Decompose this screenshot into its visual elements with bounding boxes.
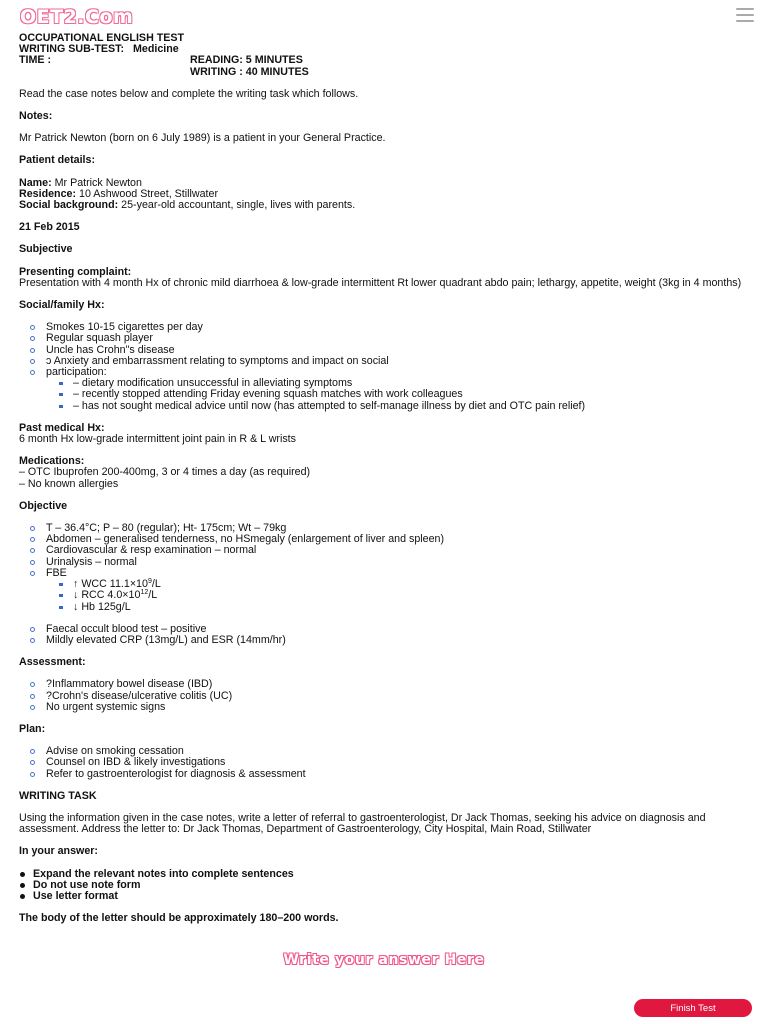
- sub-test-line: WRITING SUB-TEST: Medicine: [19, 43, 179, 56]
- sub-list-item: – dietary modification unsuccessful in alleviating symptoms: [19, 378, 754, 389]
- social-family-list: [19, 322, 754, 378]
- list-item: Cardiovascular & resp examination – normal: [19, 545, 754, 556]
- fbe-sublist: [19, 579, 754, 613]
- presenting-complaint-text: Presentation with 4 month Hx of chronic mild diarrhoea & low-grade intermittent Rt lower quadrant abdo pain; lethargy, appetite, weight (3kg in 4 months): [19, 276, 742, 289]
- consult-date: 21 Feb 2015: [19, 221, 80, 234]
- social-family-heading: Social/family Hx:: [19, 299, 105, 312]
- social-background-label: Social background:: [19, 199, 119, 212]
- test-title: OCCUPATIONAL ENGLISH TEST: [19, 32, 185, 44]
- writing-time: WRITING : 40 MINUTES: [190, 65, 309, 78]
- name-value: Mr Patrick Newton: [51, 176, 142, 189]
- time-label: TIME :: [19, 54, 52, 67]
- menu-icon[interactable]: [736, 8, 754, 22]
- finish-test-button[interactable]: Finish Test: [634, 999, 752, 1017]
- assessment-list: [19, 679, 754, 713]
- answer-instructions-list: [19, 869, 754, 903]
- past-medical-heading: Past medical Hx:: [19, 421, 105, 434]
- list-item: T – 36.4°C; P – 80 (regular); Ht- 175cm; Wt – 79kg: [19, 523, 754, 534]
- social-background-value: 25-year-old accountant, single, lives with parents.: [118, 199, 356, 212]
- list-item: ↄ Anxiety and embarrassment relating to symptoms and impact on social: [19, 356, 754, 367]
- plan-list: [19, 746, 754, 780]
- time-row: [19, 55, 754, 66]
- site-logo[interactable]: OET2.Com: [20, 6, 134, 28]
- list-item: Urinalysis – normal: [19, 557, 754, 568]
- answer-instructions-heading: In your answer:: [19, 845, 98, 858]
- name-label: Name:: [19, 176, 52, 189]
- writing-task-text: Using the information given in the case notes, write a letter of referral to gastroenterologist, Dr Jack Thomas, seeking his advice on diagnosis and assessment. Address the letter to: Dr Jack Thomas, Department of Gastroenterology, City Hospital, Main Road, Stillwater: [19, 811, 706, 836]
- list-item: No urgent systemic signs: [19, 702, 754, 713]
- notes-heading: Notes:: [19, 110, 53, 122]
- assessment-heading: Assessment:: [19, 656, 86, 669]
- list-item: Do not use note form: [19, 880, 754, 891]
- list-item: Refer to gastroenterologist for diagnosis & assessment: [19, 769, 754, 780]
- subjective-heading: Subjective: [19, 243, 73, 256]
- list-item: Mildly elevated CRP (13mg/L) and ESR (14mm/hr): [19, 635, 754, 646]
- list-item: Abdomen – generalised tenderness, no HSmegaly (enlargement of liver and spleen): [19, 534, 754, 545]
- writing-task-heading: WRITING TASK: [19, 789, 97, 802]
- social-family-sublist: [19, 378, 754, 412]
- objective-heading: Objective: [19, 499, 68, 512]
- patient-social-background: [19, 200, 754, 211]
- allergies-line: – No known allergies: [19, 477, 119, 490]
- presenting-complaint-heading: Presenting complaint:: [19, 265, 132, 278]
- medications-heading: Medications:: [19, 455, 85, 468]
- list-item: Use letter format: [19, 891, 754, 902]
- residence-value: 10 Ashwood Street, Stillwater: [76, 187, 219, 200]
- list-item: Regular squash player: [19, 333, 754, 344]
- list-item: Advise on smoking cessation: [19, 746, 754, 757]
- fbe-rcc: ↓ RCC $4.0\times 10^{12}/L$: [19, 590, 754, 601]
- write-answer-link[interactable]: Write your answer Here: [283, 952, 485, 968]
- word-count-note: The body of the letter should be approximately 180–200 words.: [19, 912, 339, 925]
- objective-list: [19, 523, 754, 579]
- fbe-hb: ↓ Hb 125g/L: [19, 602, 754, 613]
- notes-text: Mr Patrick Newton (born on 6 July 1989) is a patient in your General Practice.: [19, 132, 386, 145]
- case-notes-document: [19, 33, 754, 924]
- list-item: ?Inflammatory bowel disease (IBD): [19, 679, 754, 690]
- medication-line: – OTC Ibuprofen 200-400mg, 3 or 4 times a day (as required): [19, 466, 311, 479]
- patient-details-heading: Patient details:: [19, 154, 96, 167]
- fbe-wcc: ↑ WCC $11.1\times 10^9/L$: [19, 579, 754, 590]
- list-item: FBE: [19, 568, 754, 579]
- list-item: Smokes 10-15 cigarettes per day: [19, 322, 754, 333]
- list-item: Uncle has Crohn"s disease: [19, 345, 754, 356]
- residence-label: Residence:: [19, 187, 77, 200]
- sub-list-item: – recently stopped attending Friday evening squash matches with work colleagues: [19, 389, 754, 400]
- objective-list-continued: [19, 624, 754, 646]
- list-item: Counsel on IBD & likely investigations: [19, 757, 754, 768]
- reading-time: READING: 5 MINUTES: [190, 54, 303, 67]
- past-medical-text: 6 month Hx low-grade intermittent joint pain in R & L wrists: [19, 433, 296, 446]
- sub-list-item: – has not sought medical advice until now (has attempted to self-manage illness by diet and OTC pain relief): [19, 401, 754, 412]
- intro-text: Read the case notes below and complete the writing task which follows.: [19, 87, 359, 100]
- list-item: ?Crohn's disease/ulcerative colitis (UC): [19, 691, 754, 702]
- list-item: participation:: [19, 367, 754, 378]
- list-item: Faecal occult blood test – positive: [19, 624, 754, 635]
- plan-heading: Plan:: [19, 722, 46, 735]
- list-item: Expand the relevant notes into complete sentences: [19, 869, 754, 880]
